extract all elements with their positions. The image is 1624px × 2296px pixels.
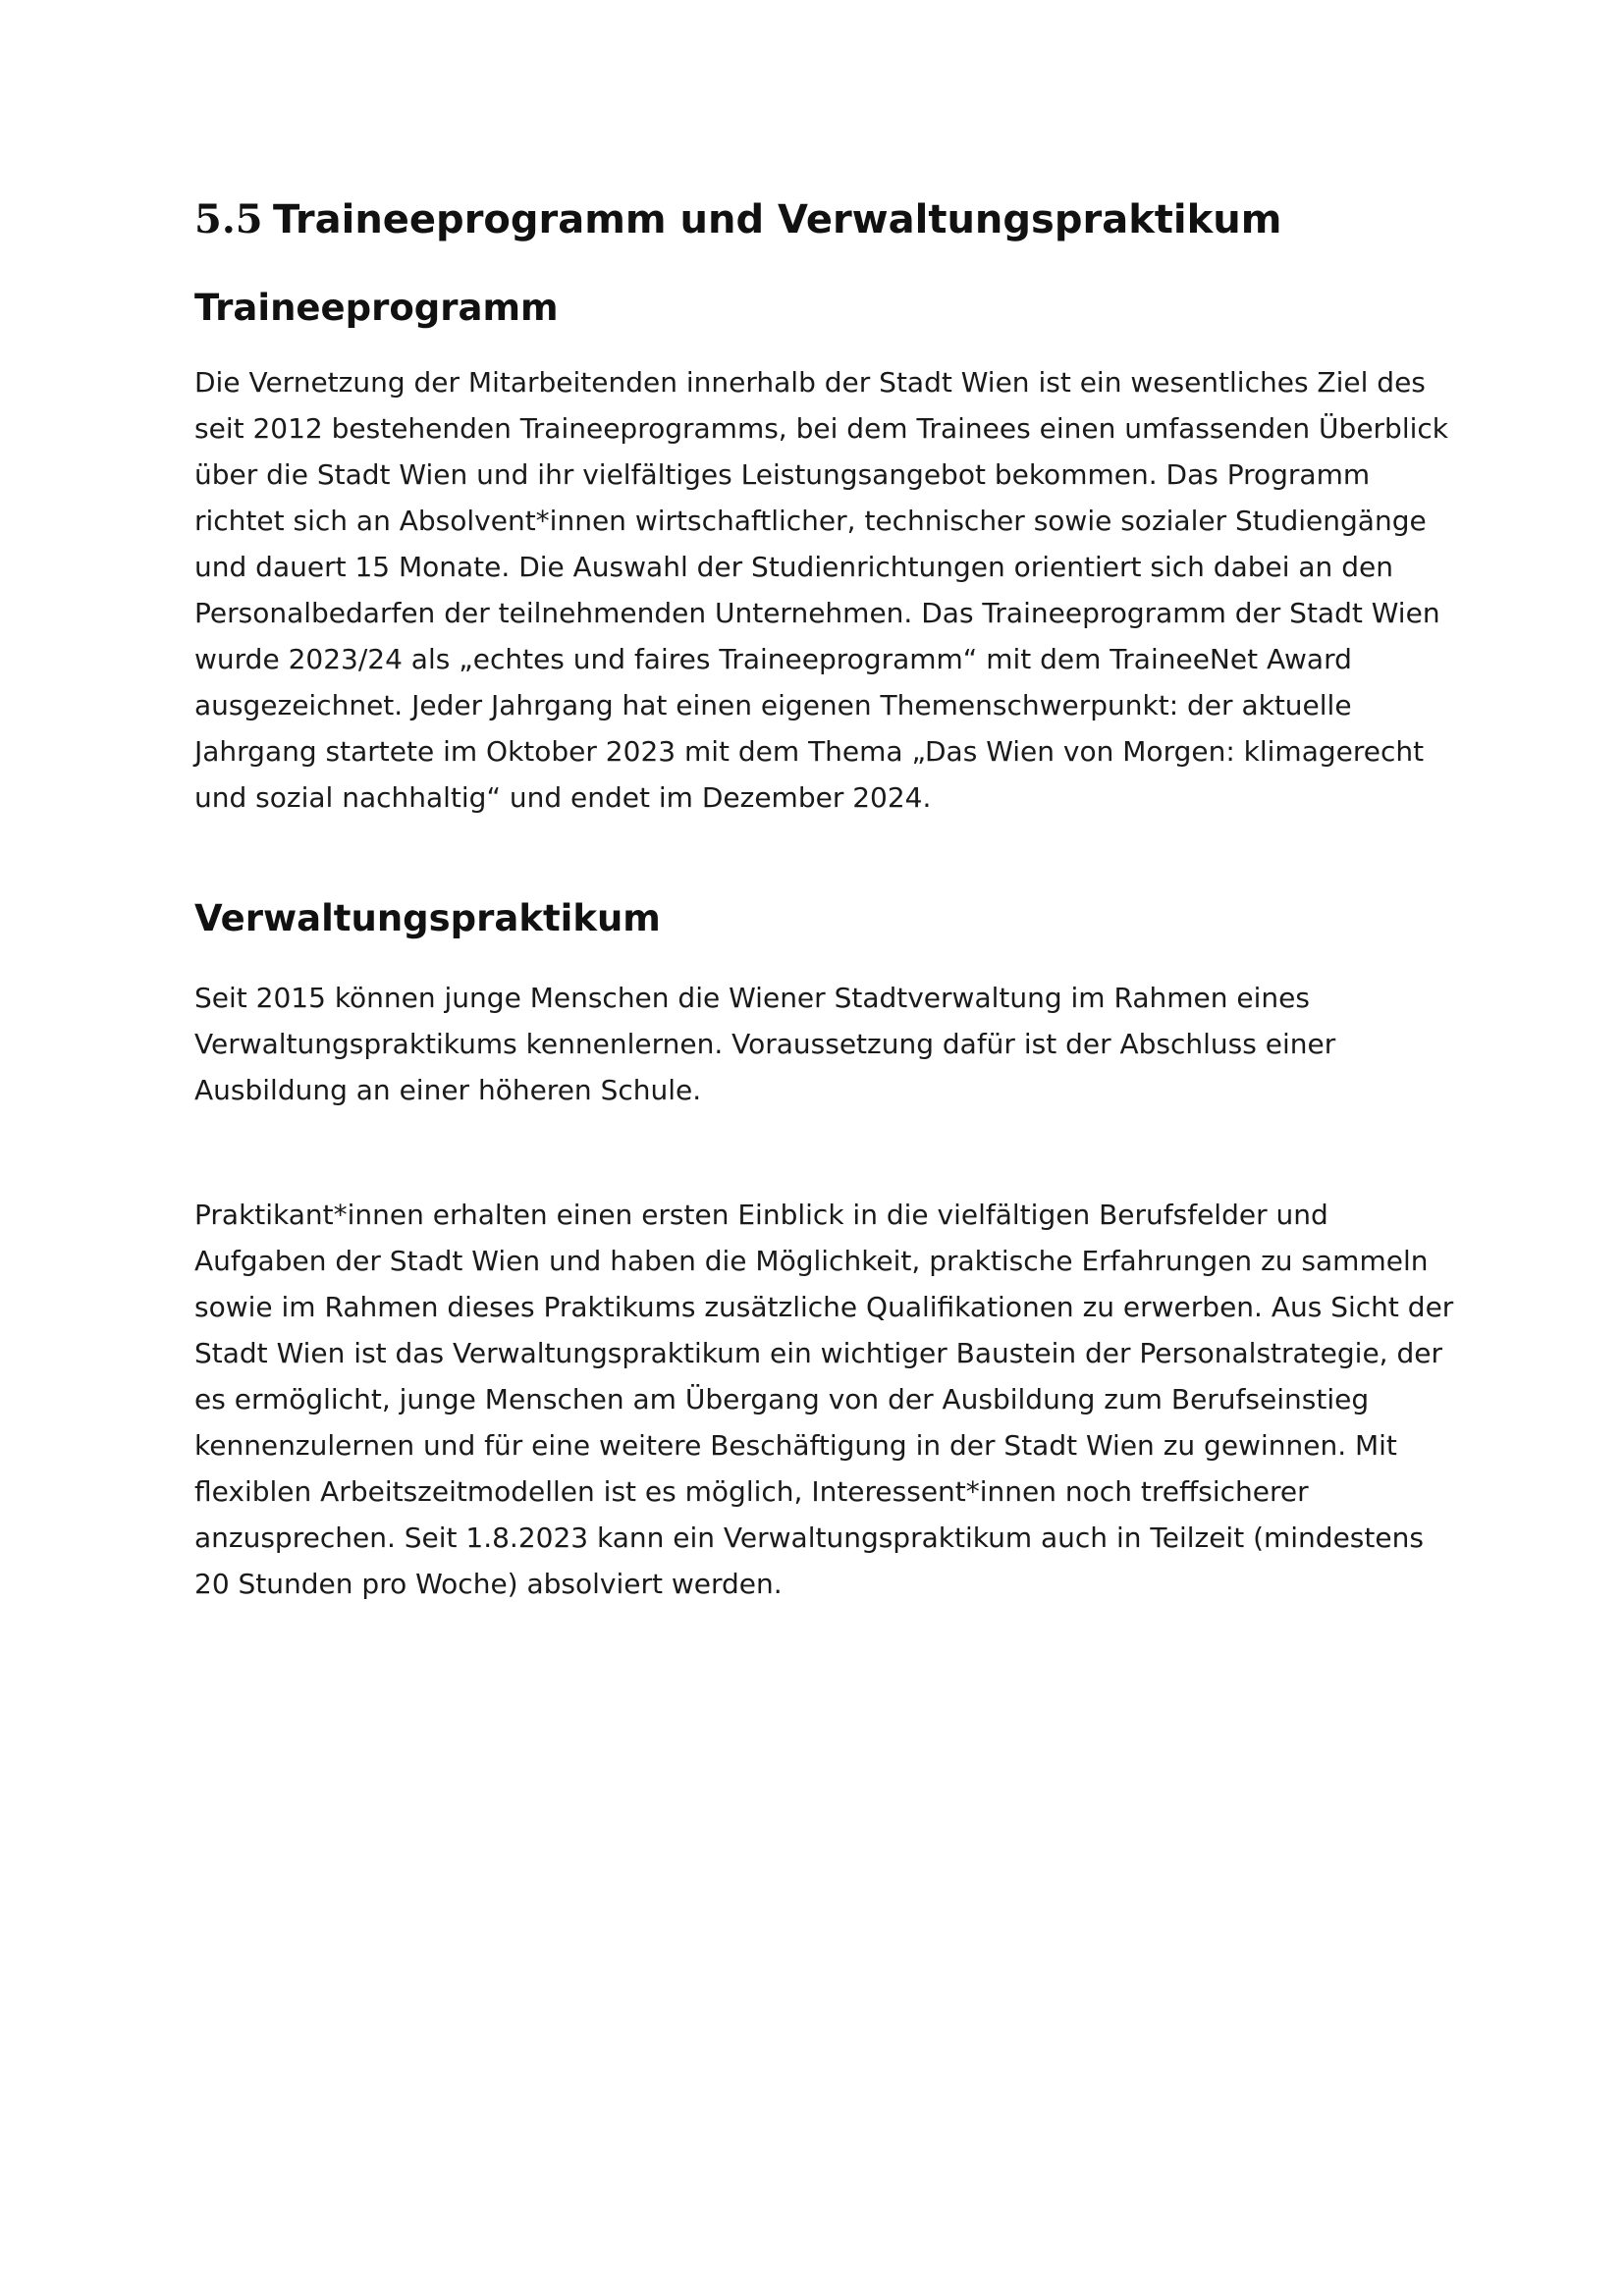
verwaltungspraktikum-paragraph-1: Seit 2015 können junge Menschen die Wiener Stadtverwaltung im Rahmen eines Verwaltungspraktikums kennenlernen. Voraussetzung dafür ist der Abschluss einer Ausbildung an einer höheren Schule. <box>194 981 1336 1106</box>
document-page <box>194 196 1461 1607</box>
section-number: 5.5 <box>194 196 263 242</box>
verwaltungspraktikum-paragraph-2: Praktikant*innen erhalten einen ersten Einblick in die vielfältigen Berufsfelder und Aufgaben der Stadt Wien und haben die Möglichkeit, praktische Erfahrungen zu sammeln sowie im Rahmen dieses Praktikums zusätzliche Qualifikationen zu erwerben. Aus Sicht der Stadt Wien ist das Verwaltungspraktikum ein wichtiger Baustein der Personalstrategie, der es ermöglicht, junge Menschen am Übergang von der Ausbildung zum Berufseinstieg kennenzulernen und für eine weitere Beschäftigung in der Stadt Wien zu gewinnen. Mit flexiblen Arbeitszeitmodellen ist es möglich, Interessent*innen noch treffsicherer anzusprechen. Seit 1.8.2023 kann ein Verwaltungspraktikum auch in Teilzeit (mindestens 20 Stunden pro Woche) absolviert werden. <box>194 1198 1454 1600</box>
traineeprogramm-heading: Traineeprogramm <box>194 287 559 329</box>
section-title-text: Traineeprogramm und Verwaltungspraktikum <box>273 197 1282 242</box>
section-title <box>194 196 1461 243</box>
verwaltungspraktikum-heading: Verwaltungspraktikum <box>194 897 661 940</box>
traineeprogramm-paragraph: Die Vernetzung der Mitarbeitenden innerhalb der Stadt Wien ist ein wesentliches Ziel des seit 2012 bestehenden Traineeprogramms, bei dem Trainees einen umfassenden Überblick über die Stadt Wien und ihr vielfältiges Leistungsangebot bekommen. Das Programm richtet sich an Absolvent*innen wirtschaftlicher, technischer sowie sozialer Studiengänge und dauert 15 Monate. Die Auswahl der Studienrichtungen orientiert sich dabei an den Personalbedarfen der teilnehmenden Unternehmen. Das Traineeprogramm der Stadt Wien wurde 2023/24 als „echtes und faires Traineeprogramm“ mit dem TraineeNet Award ausgezeichnet. Jeder Jahrgang hat einen eigenen Themenschwerpunkt: der aktuelle Jahrgang startete im Oktober 2023 mit dem Thema „Das Wien von Morgen: klimagerecht und sozial nachhaltig“ und endet im Dezember 2024. <box>194 366 1448 815</box>
